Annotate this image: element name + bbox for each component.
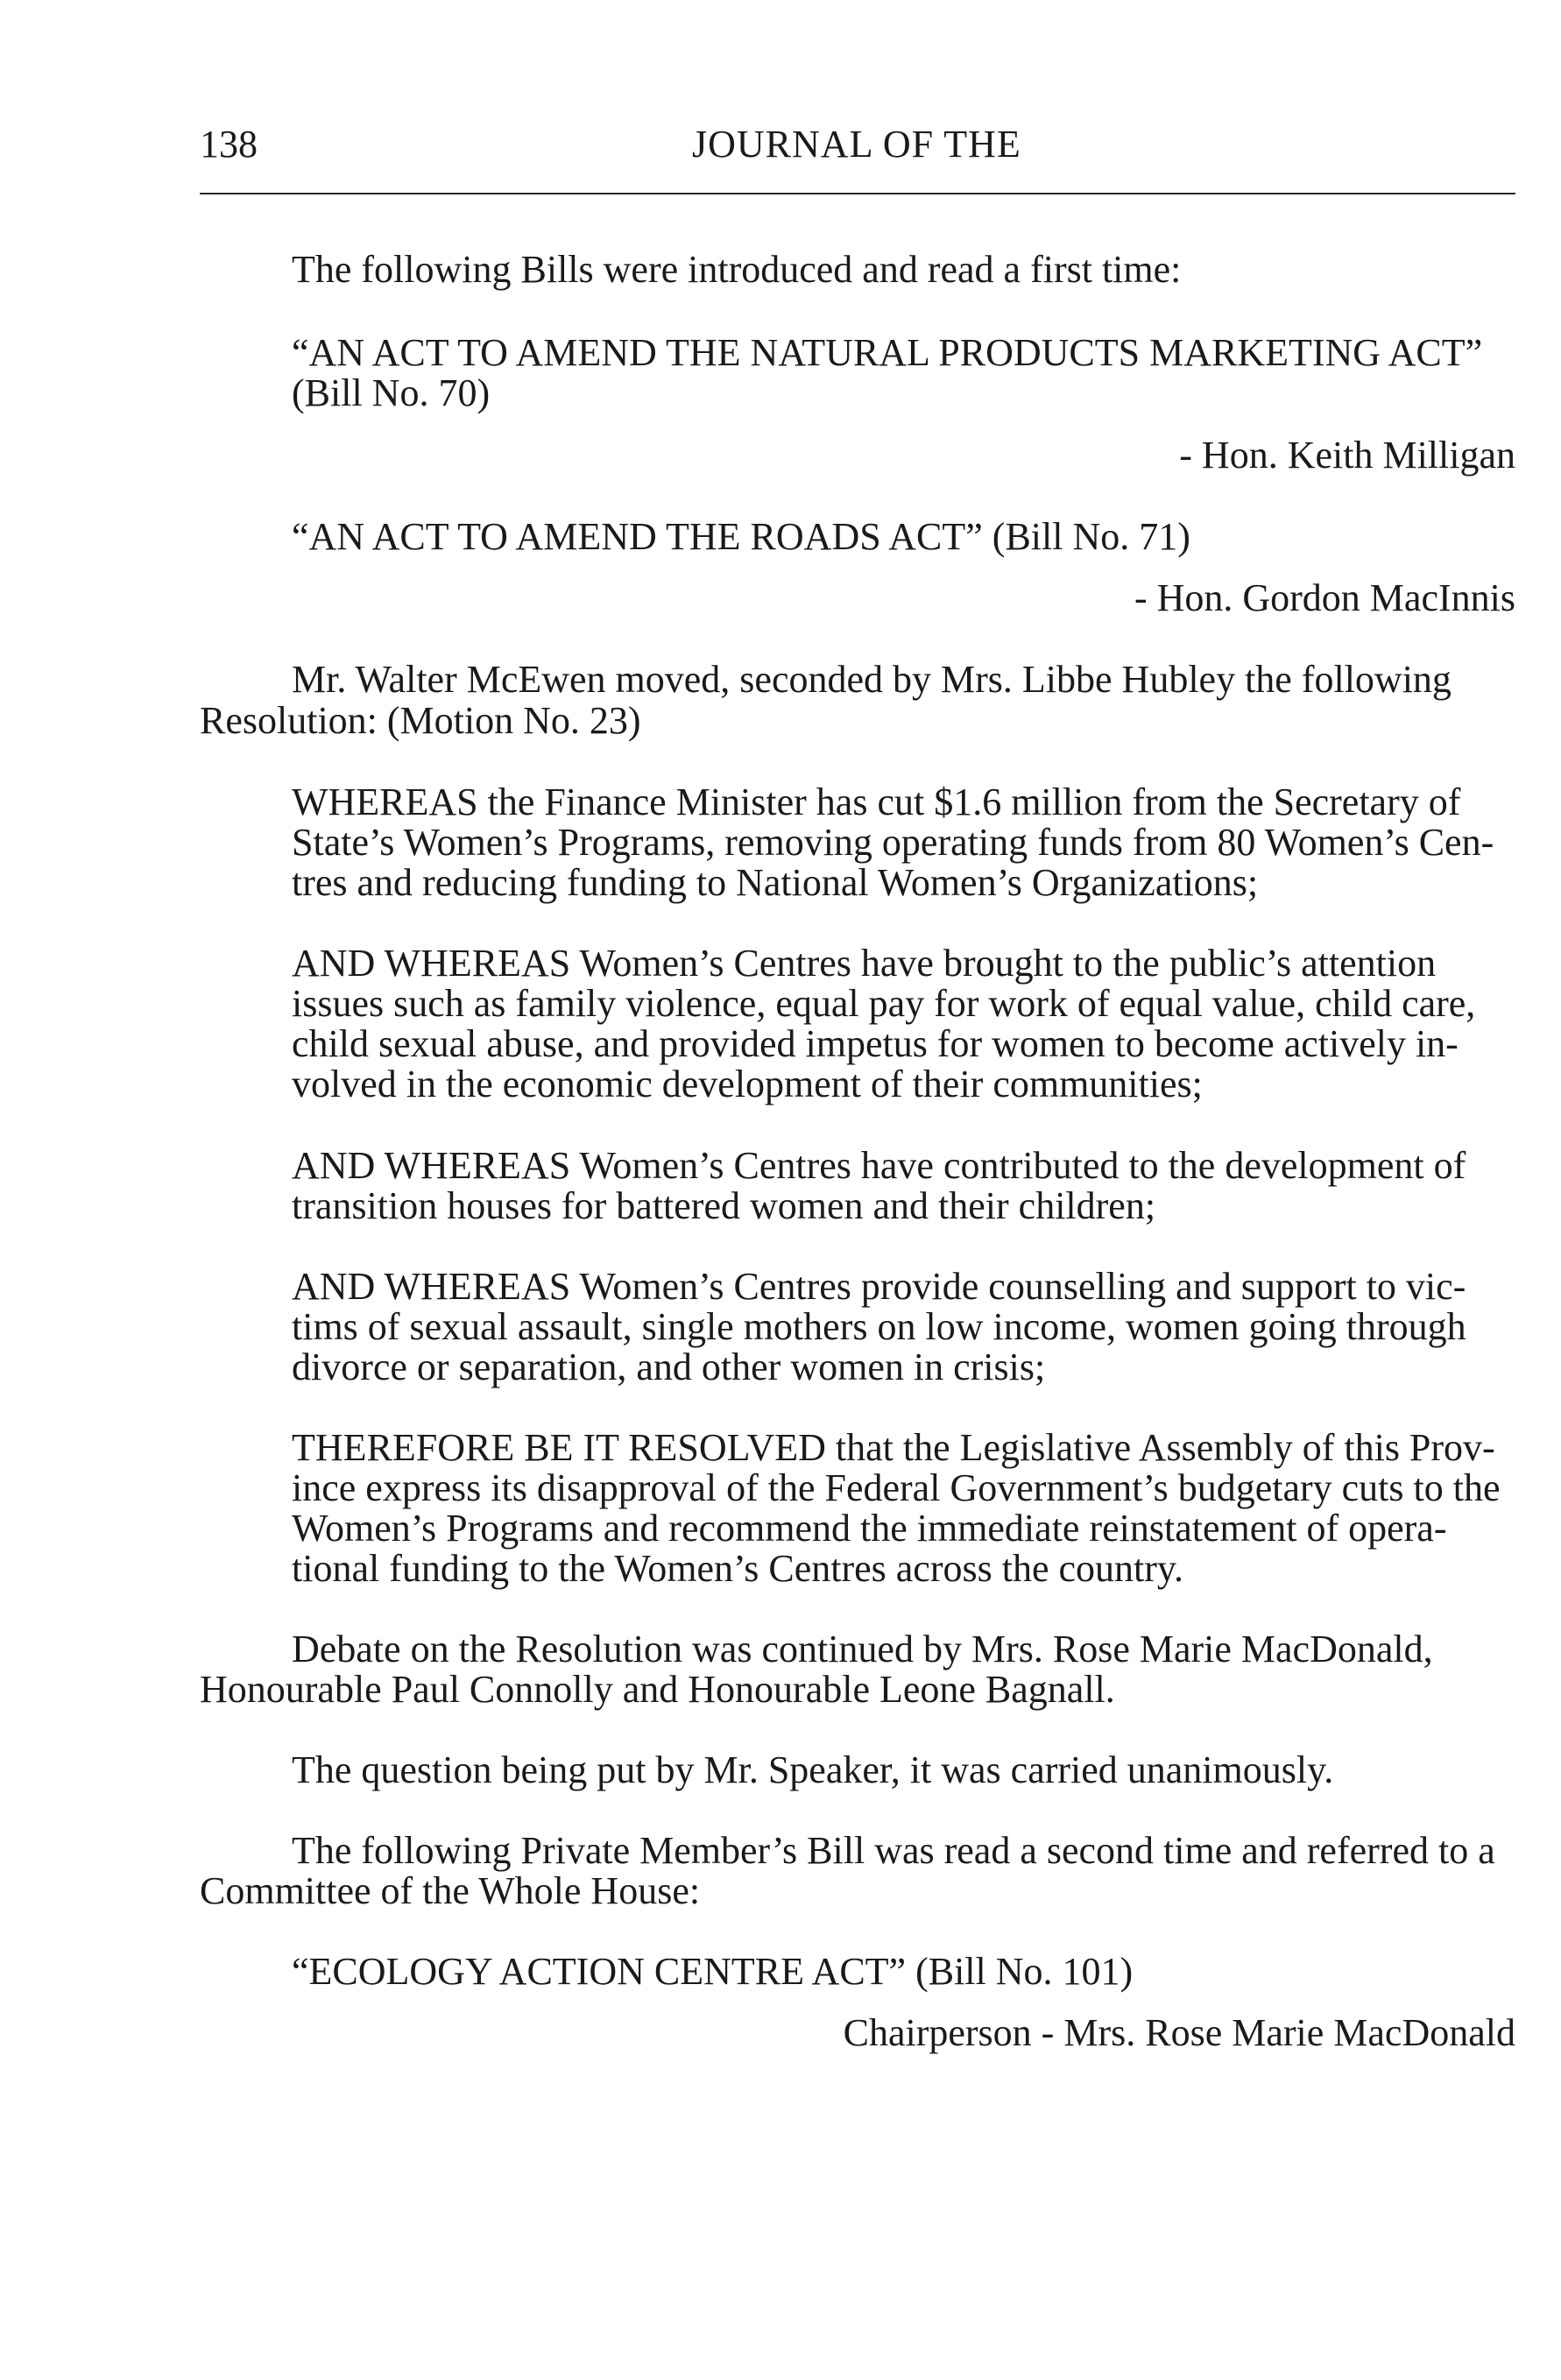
- whereas-4-line: AND WHEREAS Women’s Centres provide counselling and support to vic-: [292, 1265, 1466, 1308]
- whereas-4-line: tims of sexual assault, single mothers on low income, women going through: [292, 1305, 1466, 1348]
- private-bill-intro-line1: The following Private Member’s Bill was read a second time and referred to a: [292, 1829, 1495, 1872]
- bills-intro: The following Bills were introduced and read a first time:: [292, 248, 1182, 291]
- whereas-1-line: State’s Women’s Programs, removing operating funds from 80 Women’s Cen-: [292, 821, 1494, 864]
- bill-70-title-line1: “AN ACT TO AMEND THE NATURAL PRODUCTS MARKETING ACT”: [292, 331, 1483, 374]
- whereas-2-line: volved in the economic development of their communities;: [292, 1063, 1203, 1105]
- bill-71-sponsor: - Hon. Gordon MacInnis: [1134, 576, 1515, 619]
- resolved-line: Women’s Programs and recommend the immediate reinstatement of opera-: [292, 1507, 1447, 1550]
- resolved-line: tional funding to the Women’s Centres across the country.: [292, 1547, 1184, 1590]
- page-number: 138: [200, 123, 258, 166]
- running-title: JOURNAL OF THE: [692, 123, 1021, 166]
- bill-70-sponsor: - Hon. Keith Milligan: [1179, 434, 1515, 477]
- debate-line1: Debate on the Resolution was continued by Mrs. Rose Marie MacDonald,: [292, 1628, 1433, 1670]
- private-bill-intro-line2: Committee of the Whole House:: [200, 1869, 701, 1912]
- whereas-3-line: AND WHEREAS Women’s Centres have contributed to the development of: [292, 1144, 1466, 1187]
- debate-line2: Honourable Paul Connolly and Honourable Leone Bagnall.: [200, 1668, 1115, 1711]
- motion-intro-line1: Mr. Walter McEwen moved, seconded by Mrs. Libbe Hubley the following: [292, 658, 1452, 701]
- bill-71-title: “AN ACT TO AMEND THE ROADS ACT” (Bill No. 71): [292, 515, 1190, 558]
- header-rule: [200, 193, 1515, 194]
- bill-101-chair: Chairperson - Mrs. Rose Marie MacDonald: [843, 2011, 1515, 2054]
- whereas-2-line: child sexual abuse, and provided impetus for women to become actively in-: [292, 1022, 1459, 1065]
- whereas-2-line: AND WHEREAS Women’s Centres have brought to the public’s attention: [292, 942, 1437, 985]
- question-result: The question being put by Mr. Speaker, it was carried unanimously.: [292, 1748, 1334, 1791]
- whereas-1-line: tres and reducing funding to National Women’s Organizations;: [292, 861, 1259, 904]
- motion-intro-line2: Resolution: (Motion No. 23): [200, 699, 641, 742]
- whereas-2-line: issues such as family violence, equal pay for work of equal value, child care,: [292, 982, 1476, 1025]
- resolved-line: ince express its disapproval of the Federal Government’s budgetary cuts to the: [292, 1466, 1501, 1509]
- resolved-line: THEREFORE BE IT RESOLVED that the Legislative Assembly of this Prov-: [292, 1426, 1495, 1469]
- whereas-3-line: transition houses for battered women and their children;: [292, 1184, 1156, 1227]
- whereas-4-line: divorce or separation, and other women in crisis;: [292, 1345, 1046, 1388]
- bill-101-title: “ECOLOGY ACTION CENTRE ACT” (Bill No. 101): [292, 1950, 1134, 1993]
- bill-70-title-line2: (Bill No. 70): [292, 371, 491, 414]
- whereas-1-line: WHEREAS the Finance Minister has cut $1.6 million from the Secretary of: [292, 780, 1461, 823]
